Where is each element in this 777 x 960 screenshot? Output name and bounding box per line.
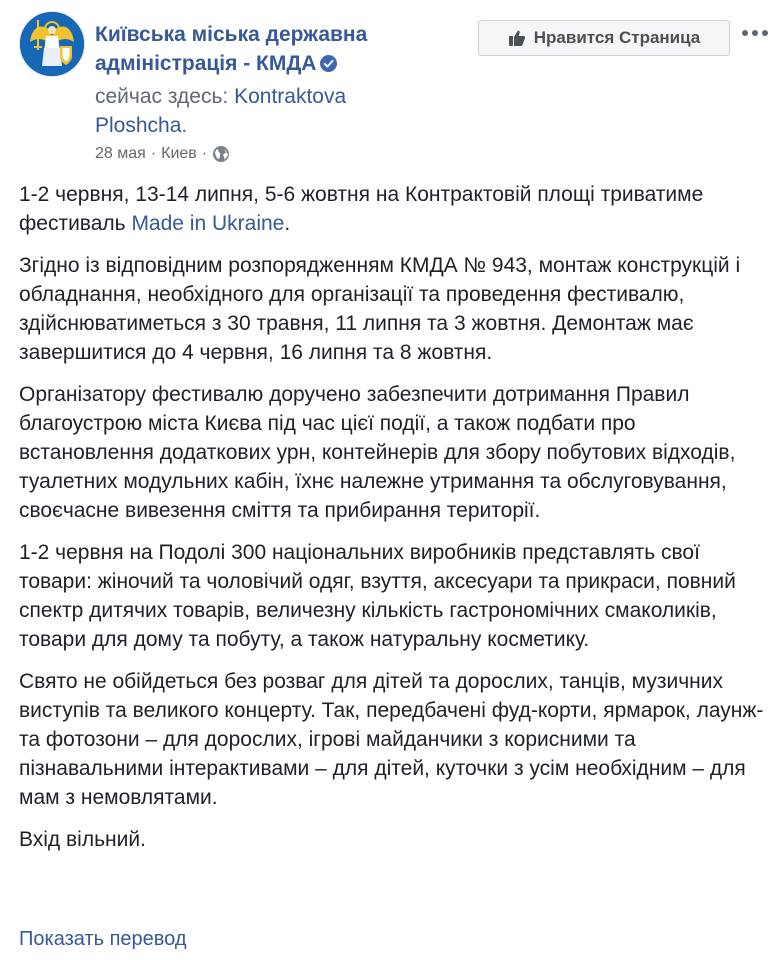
meta-separator: ·	[150, 145, 157, 162]
made-in-ukraine-link[interactable]: Made in Ukraine	[131, 212, 285, 235]
checkin-suffix: .	[181, 114, 188, 137]
show-translation-link[interactable]: Показать перевод	[19, 928, 187, 950]
post-paragraph-1	[19, 180, 764, 238]
post-paragraph-5: Свято не обійдеться без розваг для дітей та дорослих, танців, музичних виступів та великого концерту. Так, передбачені фуд-корти, ярмарок, лаунж- та фотозони – для дорослих, ігрові майданчики з корисними та пізнавальними інтерактивами – для дітей, куточки з усім необхідним – для мам з немовлятами.	[19, 670, 764, 809]
meta-separator-2: ·	[201, 145, 208, 162]
post-paragraph-2: Згідно із відповідним розпорядженням КМДА № 943, монтаж конструкцій і обладнання, необхідного для організації та проведення фестивалю, здійснюватиметься з 30 травня, 11 липня та 3 жовтня. Демонтаж має завершитися до 4 червня, 16 липня та 8 жовтня.	[19, 254, 741, 364]
post-paragraph-3: Організатору фестивалю доручено забезпечити дотримання Правил благоустрою міста Києва під час цієї події, а також подбати про встановлення додаткових урн, контейнерів для збору побутових відходів, туалетних модульних кабін, їхнє належне утримання та обслуговування, своєчасне вивезення сміття та прибирання території.	[19, 383, 736, 522]
p1-text-after: .	[284, 212, 291, 235]
like-page-label: Нравится Страница	[533, 28, 701, 47]
checkin-line	[95, 82, 425, 140]
page-name-link[interactable]	[95, 20, 455, 78]
page-name-text[interactable]: Київська міська державна адміністрація - КМДА	[95, 23, 368, 75]
kyiv-coat-of-arms-icon	[20, 12, 84, 76]
globe-icon[interactable]	[212, 145, 230, 163]
page-avatar[interactable]	[19, 11, 85, 77]
thumbs-up-icon	[508, 29, 526, 47]
like-page-button[interactable]	[478, 20, 730, 56]
post-date[interactable]: 28 мая	[95, 145, 146, 162]
post-city[interactable]: Киев	[161, 145, 197, 162]
checkin-location-link[interactable]: Kontraktova Ploshcha	[95, 85, 347, 137]
more-options-button[interactable]	[740, 18, 770, 48]
ellipsis-icon	[741, 24, 769, 42]
p1-text-before: 1-2 червня, 13-14 липня, 5-6 жовтня на Контрактовій площі триватиме фестиваль	[19, 183, 704, 235]
verified-badge-icon	[320, 51, 337, 68]
post-paragraph-6: Вхід вільний.	[19, 828, 146, 851]
post-paragraph-4: 1-2 червня на Подолі 300 національних виробників представлять свої товари: жіночий та чоловічий одяг, взуття, аксесуари та прикраси, повний спектр дитячих товарів, величезну кількість гастрономічних смаколиків, товари для дому та побуту, а також натуральну косметику.	[19, 541, 736, 651]
post-body	[19, 180, 764, 867]
checkin-prefix: сейчас здесь:	[95, 85, 235, 108]
post-meta	[95, 142, 230, 166]
